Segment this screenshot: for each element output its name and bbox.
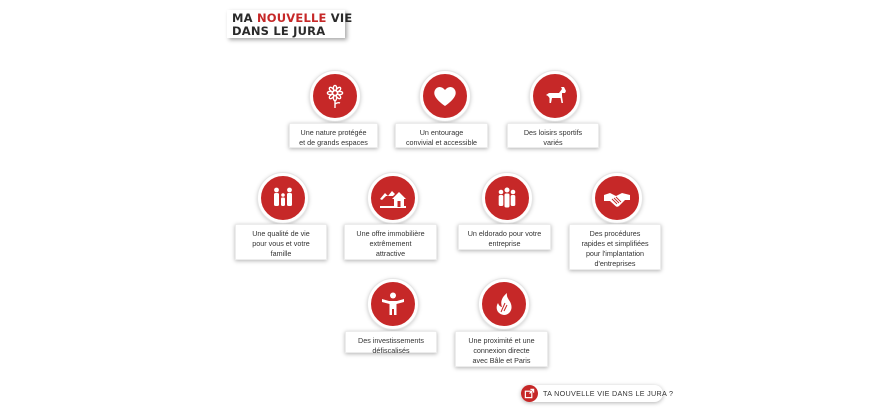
feature-card-eldorado: Un eldorado pour votre entreprise	[458, 224, 551, 250]
family-icon[interactable]	[258, 173, 308, 223]
cta-label: TA NOUVELLE VIE DANS LE JURA ?	[543, 389, 674, 398]
person-arms-open-icon[interactable]	[368, 279, 418, 329]
feature-card-entourage: Un entourage convivial et accessible	[395, 123, 488, 148]
feature-card-immobilier: Une offre immobilière extrêmement attractive	[344, 224, 437, 260]
logo-accent-word: NOUVELLE	[256, 11, 327, 25]
logo-prefix: MA	[232, 11, 257, 25]
heart-icon[interactable]	[420, 71, 470, 121]
logo-suffix: VIE	[326, 11, 353, 25]
logo-line-1	[232, 11, 353, 25]
handshake-icon[interactable]	[592, 173, 642, 223]
flame-icon[interactable]	[479, 279, 529, 329]
feature-card-qualite-de-vie: Une qualité de vie pour vous et votre famille	[235, 224, 327, 260]
external-link-icon	[521, 385, 538, 402]
feature-card-investissements: Des investissements défiscalisés	[345, 331, 437, 353]
feature-card-proximite: Une proximité et une connexion directe avec Bâle et Paris	[455, 331, 548, 367]
horse-icon[interactable]	[530, 71, 580, 121]
house-icon[interactable]	[368, 173, 418, 223]
feature-card-loisirs: Des loisirs sportifs variés	[507, 123, 599, 148]
cta-button[interactable]	[521, 385, 674, 402]
flower-icon[interactable]	[310, 71, 360, 121]
site-logo[interactable]	[227, 10, 353, 38]
feature-card-procedures: Des procédures rapides et simplifiées pour l'implantation d'entreprises	[569, 224, 661, 270]
feature-card-nature: Une nature protégée et de grands espaces	[289, 123, 378, 148]
logo-line-2: DANS LE JURA	[232, 23, 326, 38]
people-group-icon[interactable]	[482, 173, 532, 223]
